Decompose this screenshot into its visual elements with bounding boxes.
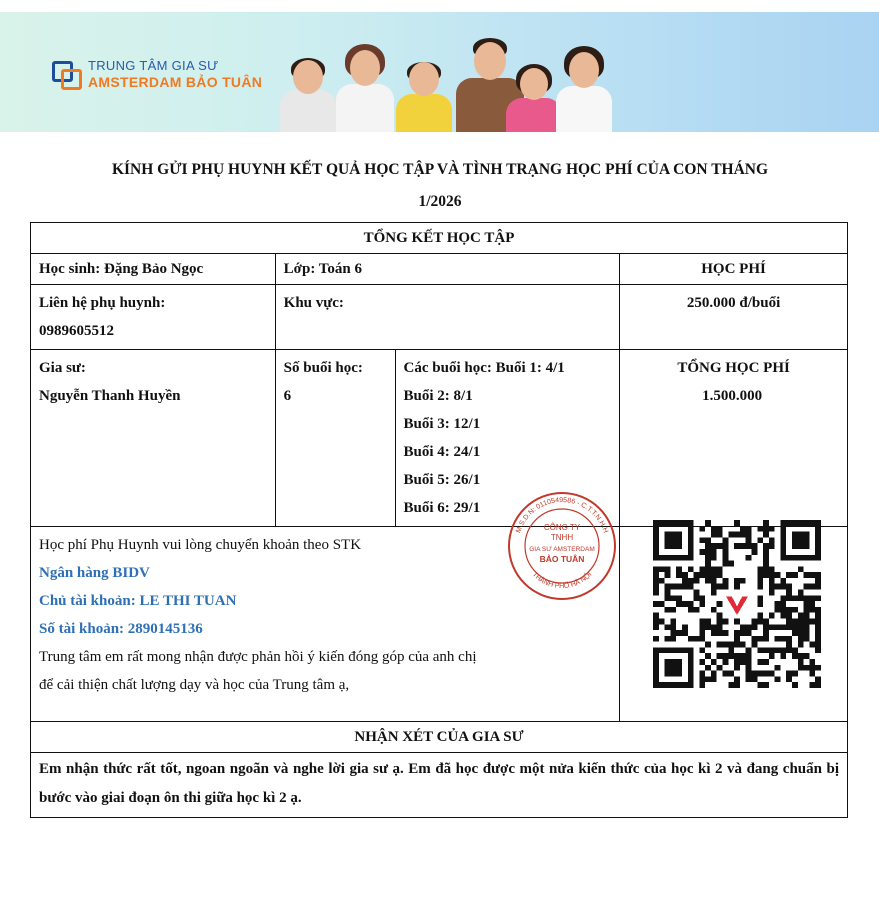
stamp-line-1: CÔNG TY [543, 523, 581, 532]
tutor-label: Gia sư: [39, 360, 86, 376]
stamp-line-4: BẢO TUÂN [539, 554, 585, 564]
parent-contact-label: Liên hệ phụ huynh: [39, 295, 166, 311]
brand-line-2: AMSTERDAM BẢO TUÂN [88, 74, 263, 90]
brand-logo [52, 58, 262, 90]
payment-qr-code [653, 520, 821, 688]
stamp-line-3: GIA SƯ AMSTERDAM [529, 546, 595, 553]
stamp-city-text: THÀNH PHỐ HÀ NỘI [530, 571, 594, 591]
brand-line-1: TRUNG TÂM GIA SƯ [88, 58, 219, 73]
feedback-heading: NHẬN XÉT CỦA GIA SƯ [31, 722, 848, 753]
fee-rate: 250.000 đ/buổi [620, 285, 848, 350]
parent-contact [31, 285, 276, 350]
svg-text:THÀNH PHỐ HÀ NỘI [531, 570, 594, 590]
stamp-line-2: TNHH [550, 533, 574, 542]
total-fee-label: TỔNG HỌC PHÍ [677, 360, 790, 376]
stamp-ring-text: M.S.D.N: 0110549586 - C.T.T.N.H.H [515, 496, 609, 534]
total-fee-value: 1.500.000 [702, 388, 763, 404]
page-title-month: 1/2026 [418, 193, 462, 210]
session-date: Buổi 6: 29/1 [403, 500, 481, 516]
sessions-label: Số buổi học: [283, 360, 363, 376]
area: Khu vực: [275, 285, 619, 350]
summary-heading: TỔNG KẾT HỌC TẬP [31, 223, 848, 254]
tutor-cell [31, 350, 276, 527]
account-number: Số tài khoản: 2890145136 [39, 621, 203, 637]
logo-mark-icon [52, 59, 82, 89]
fee-heading: HỌC PHÍ [620, 254, 848, 285]
sessions-count: 6 [283, 388, 292, 404]
tutor-name: Nguyễn Thanh Huyền [39, 388, 181, 404]
tutor-feedback: Em nhận thức rất tốt, ngoan ngoãn và nghe lời gia sư ạ. Em đã học được một nửa kiến thức của học kì 2 và đang chuẩn bị bước vào giai đoạn ôn thi giữa học kì 2 ạ. [31, 753, 848, 818]
banner-people-photo [270, 12, 610, 132]
parent-contact-phone: 0989605512 [39, 323, 114, 339]
feedback-request-line2: để cải thiện chất lượng dạy và học của Trung tâm ạ, [39, 677, 350, 693]
feedback-request-line1: Trung tâm em rất mong nhận được phản hồi ý kiến đóng góp của anh chị [39, 649, 477, 665]
session-date: Các buổi học: Buổi 1: 4/1 [403, 360, 565, 376]
page-title: KÍNH GỬI PHỤ HUYNH KẾT QUẢ HỌC TẬP VÀ TÌNH TRẠNG HỌC PHÍ CỦA CON THÁNG [111, 161, 769, 178]
session-date: Buổi 3: 12/1 [403, 416, 481, 432]
account-holder: Chủ tài khoản: LE THI TUAN [39, 593, 237, 609]
session-date: Buổi 5: 26/1 [403, 472, 481, 488]
session-date: Buổi 2: 8/1 [403, 388, 473, 404]
session-date: Buổi 4: 24/1 [403, 444, 481, 460]
header-banner [0, 12, 879, 132]
company-stamp [506, 490, 618, 602]
payment-intro: Học phí Phụ Huynh vui lòng chuyển khoản theo STK [39, 537, 362, 553]
class-name: Lớp: Toán 6 [275, 254, 619, 285]
total-fee-cell [620, 350, 848, 527]
student-name: Học sinh: Đặng Bảo Ngọc [31, 254, 276, 285]
bank-name: Ngân hàng BIDV [39, 565, 150, 581]
sessions-cell [275, 350, 395, 527]
